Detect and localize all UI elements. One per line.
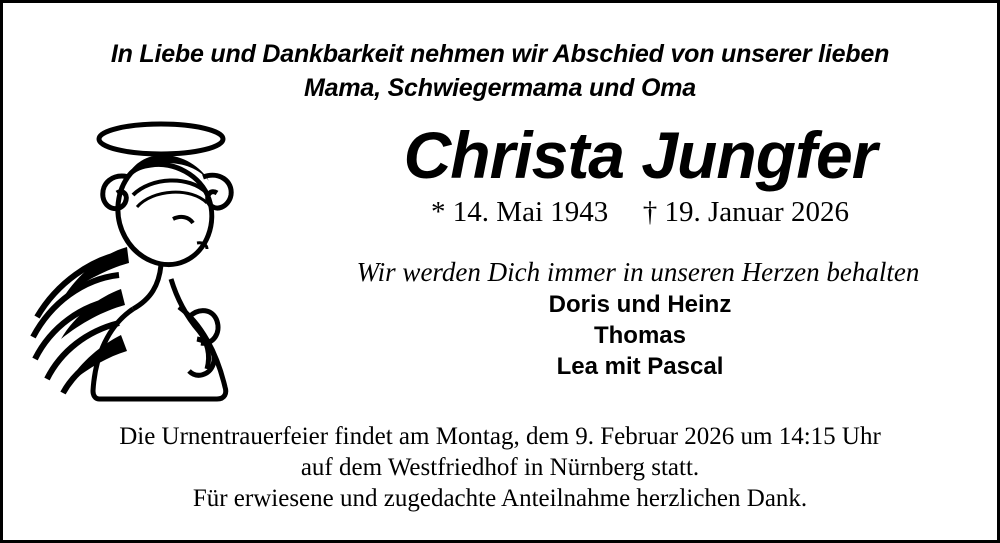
ceremony-line-3: Für erwiesene und zugedachte Anteilnahme herzlichen Dank.: [192, 485, 808, 512]
name-block: [303, 119, 977, 229]
ceremony-line-1: Die Urnentrauerfeier findet am Montag, dem 9. Februar 2026 um 14:15 Uhr: [119, 423, 881, 450]
death-date: † 19. Januar 2026: [642, 196, 849, 228]
memorial-verse: Wir werden Dich immer in unseren Herzen behalten: [356, 257, 920, 287]
deceased-name: Christa Jungfer: [403, 118, 877, 192]
birth-date: * 14. Mai 1943: [431, 196, 609, 228]
praying-angel-icon: [21, 103, 311, 403]
ceremony-line-2: auf dem Westfriedhof in Nürnberg statt.: [300, 454, 700, 481]
intro-text: [3, 37, 997, 105]
intro-line-2: Mama, Schwiegermama und Oma: [304, 74, 696, 102]
life-dates: [303, 195, 977, 229]
ceremony-details: [23, 421, 977, 514]
family-name-3: Lea mit Pascal: [556, 353, 724, 380]
family-name-2: Thomas: [593, 322, 686, 349]
intro-line-1: In Liebe und Dankbarkeit nehmen wir Abschied von unserer lieben: [110, 40, 890, 68]
obituary-inner: [3, 3, 997, 540]
family-names: [303, 289, 977, 382]
family-name-1: Doris und Heinz: [548, 291, 732, 318]
